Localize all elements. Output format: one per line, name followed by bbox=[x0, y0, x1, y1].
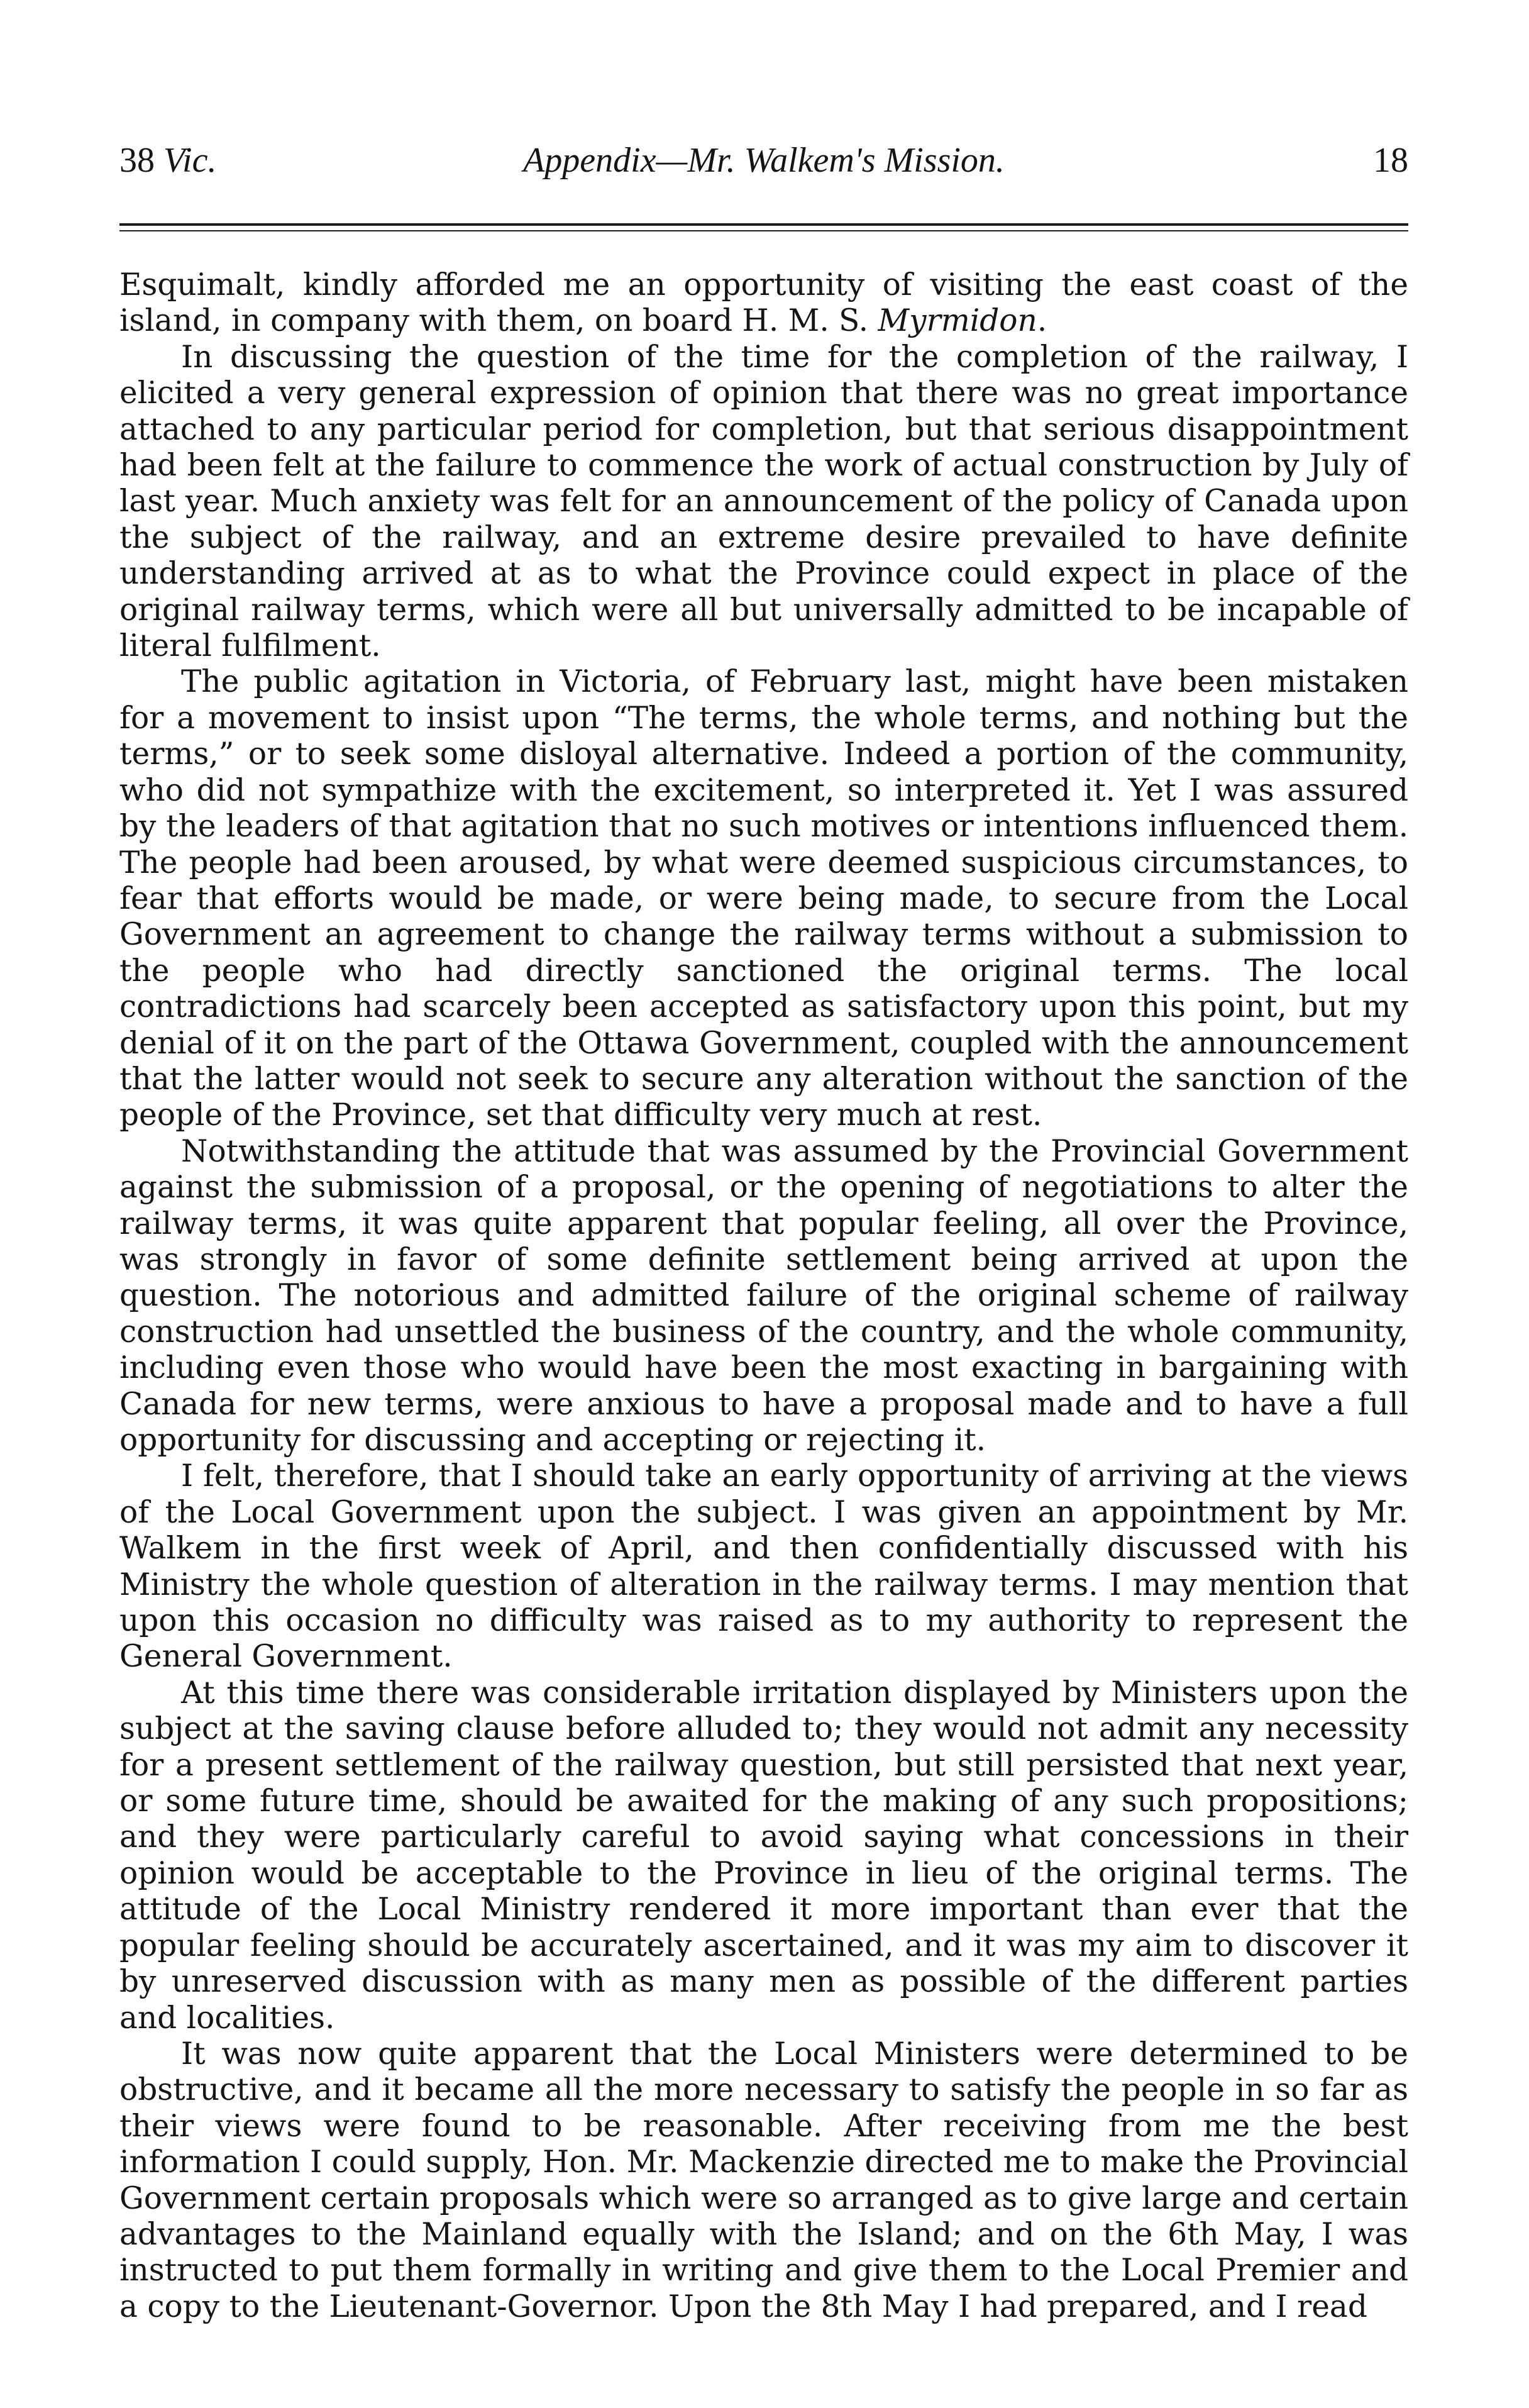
header-session-label: Vic. bbox=[163, 141, 217, 180]
header-rule-thick bbox=[119, 223, 1408, 226]
header-title: Appendix—Mr. Walkem's Mission. bbox=[523, 141, 1005, 180]
header-rule-thin bbox=[119, 230, 1408, 231]
paragraph-railway-completion: In discussing the question of the time for the completion of the railway, I elicited a very general expression of opinion that there was no great importance attached to any particular period for completion, but that serious disappointment had been felt at the failure to commence the work of actual construction by July of last year. Much anxiety was felt for an announcement of the policy of Canada upon the subject of the railway, and an extreme desire prevailed to have definite understanding arrived at as to what the Province could expect in place of the original railway terms, which were all but universally admitted to be incapable of literal fulfilment. bbox=[119, 339, 1408, 664]
ship-suffix: . bbox=[1037, 303, 1047, 339]
header-session-number: 38 bbox=[119, 141, 155, 180]
paragraph-public-agitation: The public agitation in Victoria, of February last, might have been mistaken for a movement to insist upon “The terms, the whole terms, and nothing but the terms,” or to seek some disloyal alternative. Indeed a portion of the community, who did not sympathize with the excitement, so interpreted it. Yet I was assured by the leaders of that agitation that no such motives or intentions influenced them. The people had been aroused, by what were deemed suspicious circumstances, to fear that efforts would be made, or were being made, to secure from the Local Government an agreement to change the railway terms without a submission to the people who had directly sanctioned the original terms. The local contradictions had scarcely been accepted as satisfactory upon this point, but my denial of it on the part of the Ottawa Government, coupled with the announcement that the latter would not seek to secure any alteration without the sanction of the people of the Province, set that difficulty very much at rest. bbox=[119, 664, 1408, 1133]
ship-name: Myrmidon bbox=[878, 303, 1037, 339]
paragraph-continuation bbox=[119, 267, 1408, 340]
paragraph-ministers-irritation: At this time there was considerable irritation displayed by Ministers upon the subject at the saving clause before alluded to; they would not admit any necessity for a present settlement of the railway question, but still persisted that next year, or some future time, should be awaited for the making of any such propositions; and they were particularly careful to avoid saying what concessions in their opinion would be acceptable to the Province in lieu of the original terms. The attitude of the Local Ministry rendered it more important than ever that the popular feeling should be accurately ascertained, and it was my aim to discover it by unreserved discussion with as many men as possible of the different parties and localities. bbox=[119, 1675, 1408, 2036]
running-header bbox=[119, 135, 1408, 186]
paragraph-text: Esquimalt, kindly afforded me an opportunity of visiting the east coast of the island, in company with them, on board H. M. S. bbox=[119, 267, 1408, 339]
paragraph-local-government-views: I felt, therefore, that I should take an early opportunity of arriving at the views of the Local Government upon the subject. I was given an appointment by Mr. Walkem in the first week of April, and then confidentially discussed with his Ministry the whole question of alteration in the railway terms. I may mention that upon this occasion no difficulty was raised as to my authority to represent the General Government. bbox=[119, 1458, 1408, 1675]
paragraph-provincial-attitude: Notwithstanding the attitude that was assumed by the Provincial Government against the submission of a proposal, or the opening of negotiations to alter the railway terms, it was quite apparent that popular feeling, all over the Province, was strongly in favor of some definite settlement being arrived at upon the question. The notorious and admitted failure of the original scheme of railway construction had unsettled the business of the country, and the whole community, including even those who would have been the most exacting in bargaining with Canada for new terms, were anxious to have a proposal made and to have a full opportunity for discussing and accepting or rejecting it. bbox=[119, 1133, 1408, 1458]
paragraph-proposals: It was now quite apparent that the Local Ministers were determined to be obstructive, and it became all the more necessary to satisfy the people in so far as their views were found to be reasonable. After receiving from me the best information I could supply, Hon. Mr. Mackenzie directed me to make the Provincial Government certain proposals which were so arranged as to give large and certain advantages to the Mainland equally with the Island; and on the 6th May, I was instructed to put them formally in writing and give them to the Local Premier and a copy to the Lieutenant-Governor. Upon the 8th May I had prepared, and I read bbox=[119, 2036, 1408, 2324]
body-text bbox=[119, 267, 1408, 2325]
page-number: 18 bbox=[1373, 141, 1408, 180]
